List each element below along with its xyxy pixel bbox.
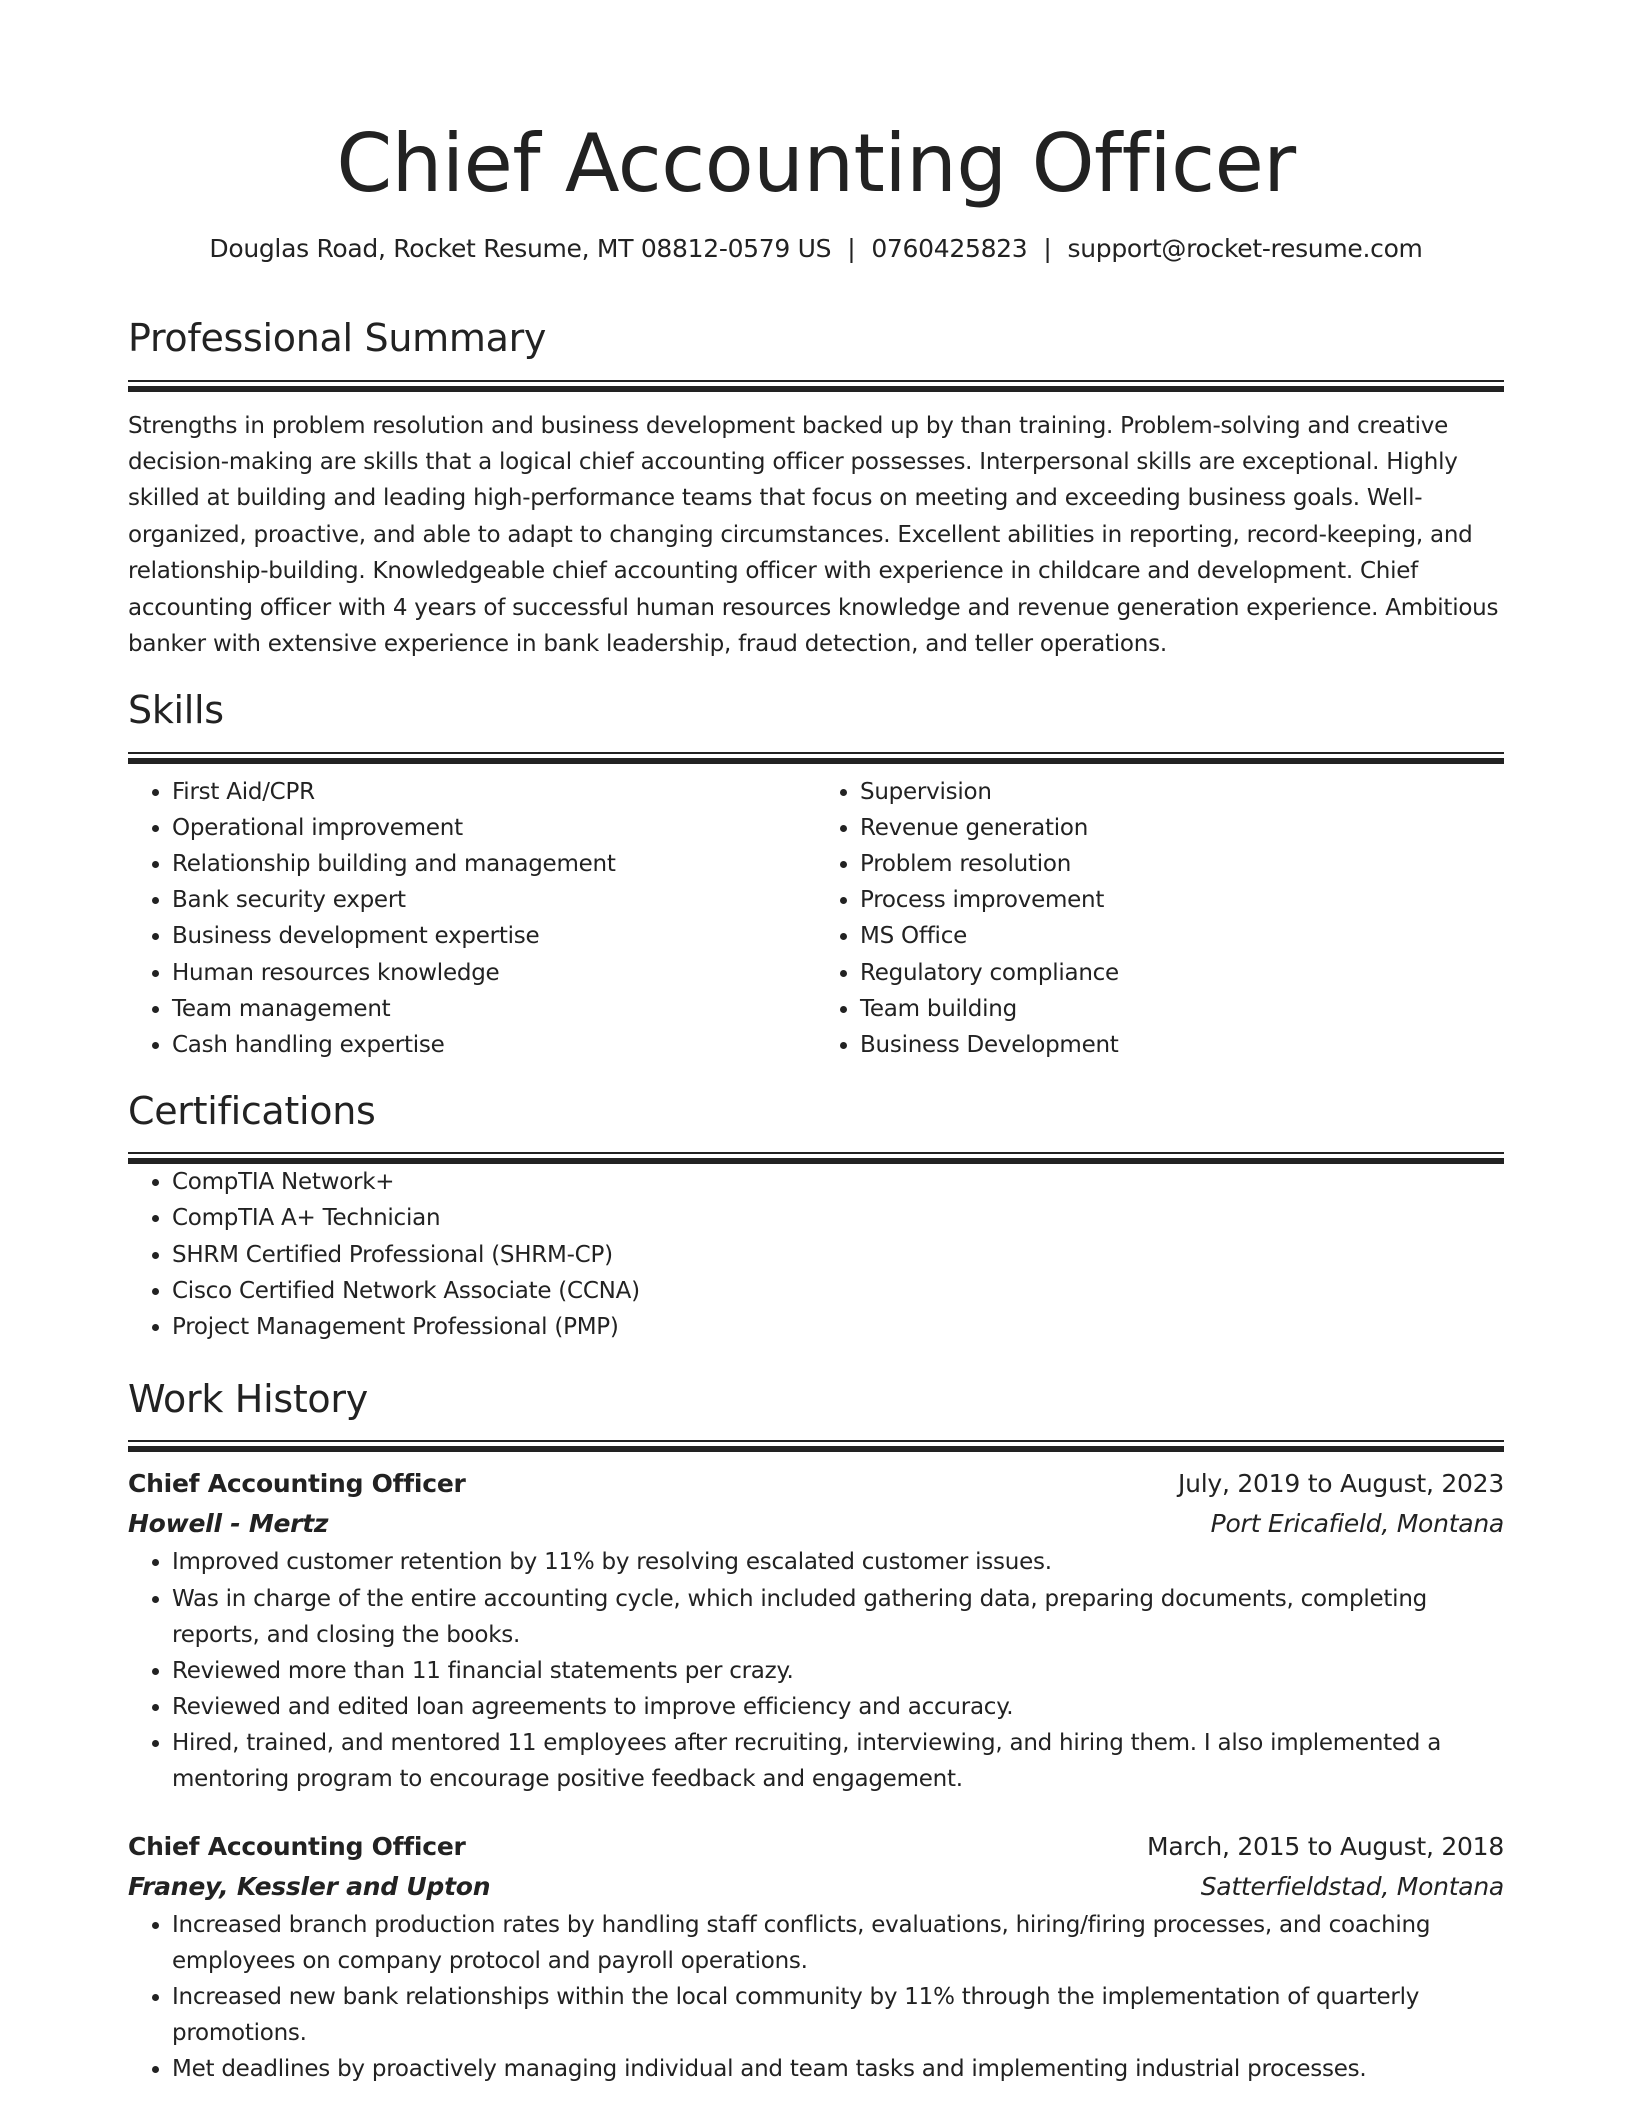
job-bullet: • Increased new bank relationships within the local community by 11% through the implementation of quarterly promotions. [172, 1979, 1504, 2051]
certification-item: • Project Management Professional (PMP) [172, 1309, 1504, 1345]
job-bullet: • Was in charge of the entire accounting cycle, which included gathering data, preparing documents, completing reports, and closing the books. [172, 1581, 1504, 1653]
certification-item: • CompTIA A+ Technician [172, 1200, 1504, 1236]
skill-item: • Operational improvement [172, 810, 816, 846]
contact-line [128, 234, 1504, 264]
section-title-certifications: Certifications [128, 1088, 376, 1133]
contact-email: support@rocket-resume.com [1067, 234, 1423, 263]
skill-item: • MS Office [860, 918, 1504, 954]
summary-text: Strengths in problem resolution and business development backed up by than training. Problem-solving and creative decision-making are skills that a logical chief accounting officer possesses. Interpersonal skills are exceptional. Highly skilled at building and leading high-performance teams that focus on meeting and exceeding business goals. Well-organized, proactive, and able to adapt to changing circumstances. Excellent abilities in reporting, record-keeping, and relationship-building. Knowledgeable chief accounting officer with experience in childcare and development. Chief accounting officer with 4 years of successful human resources knowledge and revenue generation experience. Ambitious banker with extensive experience in bank leadership, fraud detection, and teller operations. [128, 412, 1499, 658]
certification-item: • CompTIA Network+ [172, 1164, 1504, 1200]
certification-item: • Cisco Certified Network Associate (CCNA) [172, 1273, 1504, 1309]
section-divider [128, 752, 1504, 764]
section-divider [128, 1440, 1504, 1452]
job-header [128, 1464, 1504, 1504]
resume-page [128, 0, 1504, 2088]
summary-section [128, 316, 1504, 662]
skill-item: • Problem resolution [860, 846, 1504, 882]
skill-item: • Team building [860, 991, 1504, 1027]
certifications-section [128, 1089, 1504, 1345]
job-header [128, 1827, 1504, 1867]
job-bullet: • Reviewed more than 11 financial statements per crazy. [172, 1653, 1504, 1689]
skills-right-list [816, 774, 1504, 1063]
job-bullet: • Reviewed and edited loan agreements to improve efficiency and accuracy. [172, 1689, 1504, 1725]
skills-grid [128, 774, 1504, 1063]
skill-item: • Business development expertise [172, 918, 816, 954]
job-dates: July, 2019 to August, 2023 [1178, 1469, 1504, 1499]
job-title: Chief Accounting Officer [128, 1832, 466, 1862]
skill-item: • Revenue generation [860, 810, 1504, 846]
certification-item: • SHRM Certified Professional (SHRM-CP) [172, 1237, 1504, 1273]
skill-item: • Business Development [860, 1027, 1504, 1063]
job-bullet: • Met deadlines by proactively managing individual and team tasks and implementing industrial processes. [172, 2051, 1504, 2087]
contact-phone: 0760425823 [871, 234, 1028, 263]
section-divider [128, 380, 1504, 392]
section-divider [128, 1152, 1504, 1164]
job-dates: March, 2015 to August, 2018 [1147, 1832, 1504, 1862]
contact-separator: | [847, 234, 856, 263]
job-bullet: • Increased branch production rates by handling staff conflicts, evaluations, hiring/firing processes, and coaching employees on company protocol and payroll operations. [172, 1907, 1504, 1979]
job-company: Franey, Kessler and Upton [128, 1872, 491, 1902]
section-title-skills: Skills [128, 688, 224, 733]
skill-item: • Bank security expert [172, 882, 816, 918]
skill-item: • Process improvement [860, 882, 1504, 918]
section-title-summary: Professional Summary [128, 316, 547, 360]
skill-item: • Team management [172, 991, 816, 1027]
job-subheader [128, 1867, 1504, 1907]
job-company: Howell - Mertz [128, 1509, 329, 1539]
job-location: Port Ericafield, Montana [1210, 1509, 1504, 1539]
job-bullet-list [128, 1544, 1504, 1797]
certifications-list [128, 1164, 1504, 1344]
job-title: Chief Accounting Officer [128, 1469, 466, 1499]
skill-item: • Relationship building and management [172, 846, 816, 882]
job-subheader [128, 1504, 1504, 1544]
contact-address: Douglas Road, Rocket Resume, MT 08812-0579 US [209, 234, 832, 263]
skill-item: • Regulatory compliance [860, 955, 1504, 991]
skill-item: • First Aid/CPR [172, 774, 816, 810]
job-entry [128, 1464, 1504, 1797]
section-title-work-history: Work History [128, 1376, 368, 1421]
skills-section [128, 688, 1504, 1062]
resume-name-heading: Chief Accounting Officer [336, 117, 1296, 210]
skill-item: • Supervision [860, 774, 1504, 810]
skill-item: • Human resources knowledge [172, 955, 816, 991]
job-bullet: • Improved customer retention by 11% by resolving escalated customer issues. [172, 1544, 1504, 1580]
job-bullet: • Hired, trained, and mentored 11 employees after recruiting, interviewing, and hiring them. I also implemented a mentoring program to encourage positive feedback and engagement. [172, 1725, 1504, 1797]
skill-item: • Cash handling expertise [172, 1027, 816, 1063]
job-location: Satterfieldstad, Montana [1200, 1872, 1504, 1902]
work-history-section [128, 1377, 1504, 2088]
job-entry [128, 1827, 1504, 2087]
contact-separator: | [1043, 234, 1052, 263]
job-bullet-list [128, 1907, 1504, 2087]
skills-left-list [128, 774, 816, 1063]
